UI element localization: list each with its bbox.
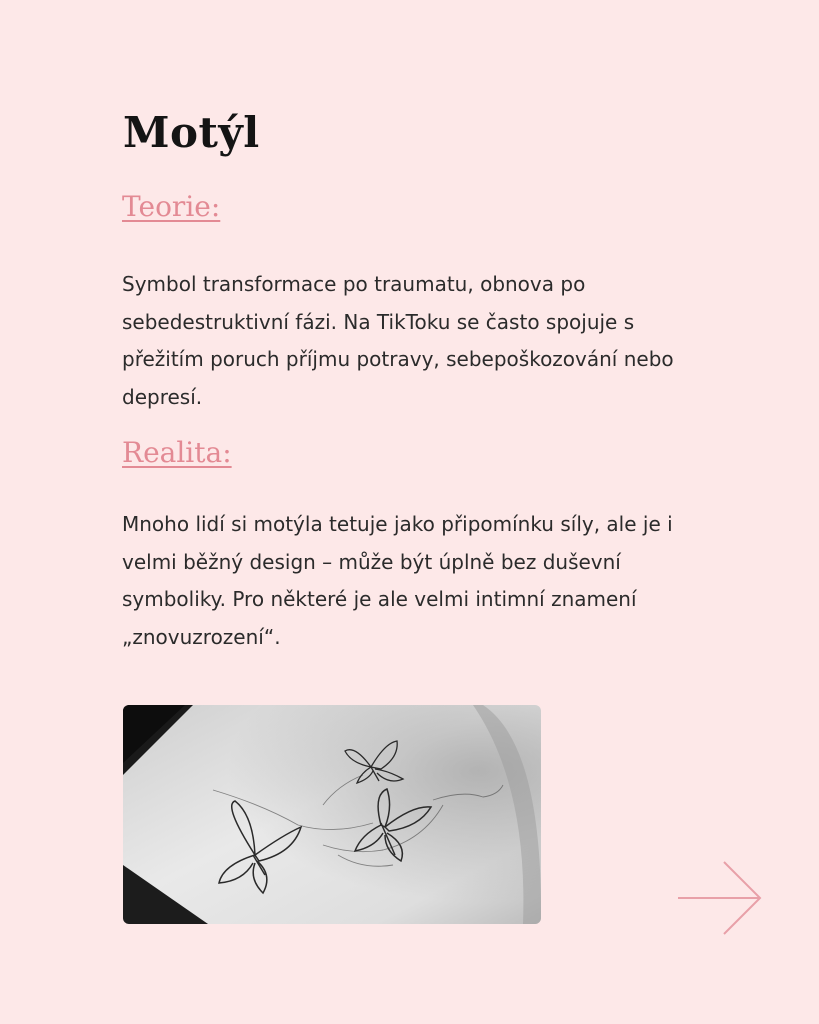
butterfly-tattoo-photo bbox=[123, 705, 541, 924]
next-arrow-button[interactable] bbox=[674, 858, 766, 938]
arrow-right-icon bbox=[674, 858, 766, 938]
reality-text: Mnoho lidí si motýla tetuje jako připomínku síly, ale je i velmi běžný design – může být úplně bez duševní symboliky. Pro některé je ale velmi intimní znamení „znovuzrození“. bbox=[122, 512, 673, 649]
theory-heading: Teorie: bbox=[122, 190, 221, 223]
theory-text: Symbol transformace po traumatu, obnova po sebedestruktivní fázi. Na TikToku se často spojuje s přežitím poruch příjmu potravy, sebepoškozování nebo depresí. bbox=[122, 272, 674, 409]
reality-heading: Realita: bbox=[122, 436, 232, 469]
page-title: Motýl bbox=[123, 108, 260, 157]
tattoo-illustration bbox=[123, 705, 541, 924]
